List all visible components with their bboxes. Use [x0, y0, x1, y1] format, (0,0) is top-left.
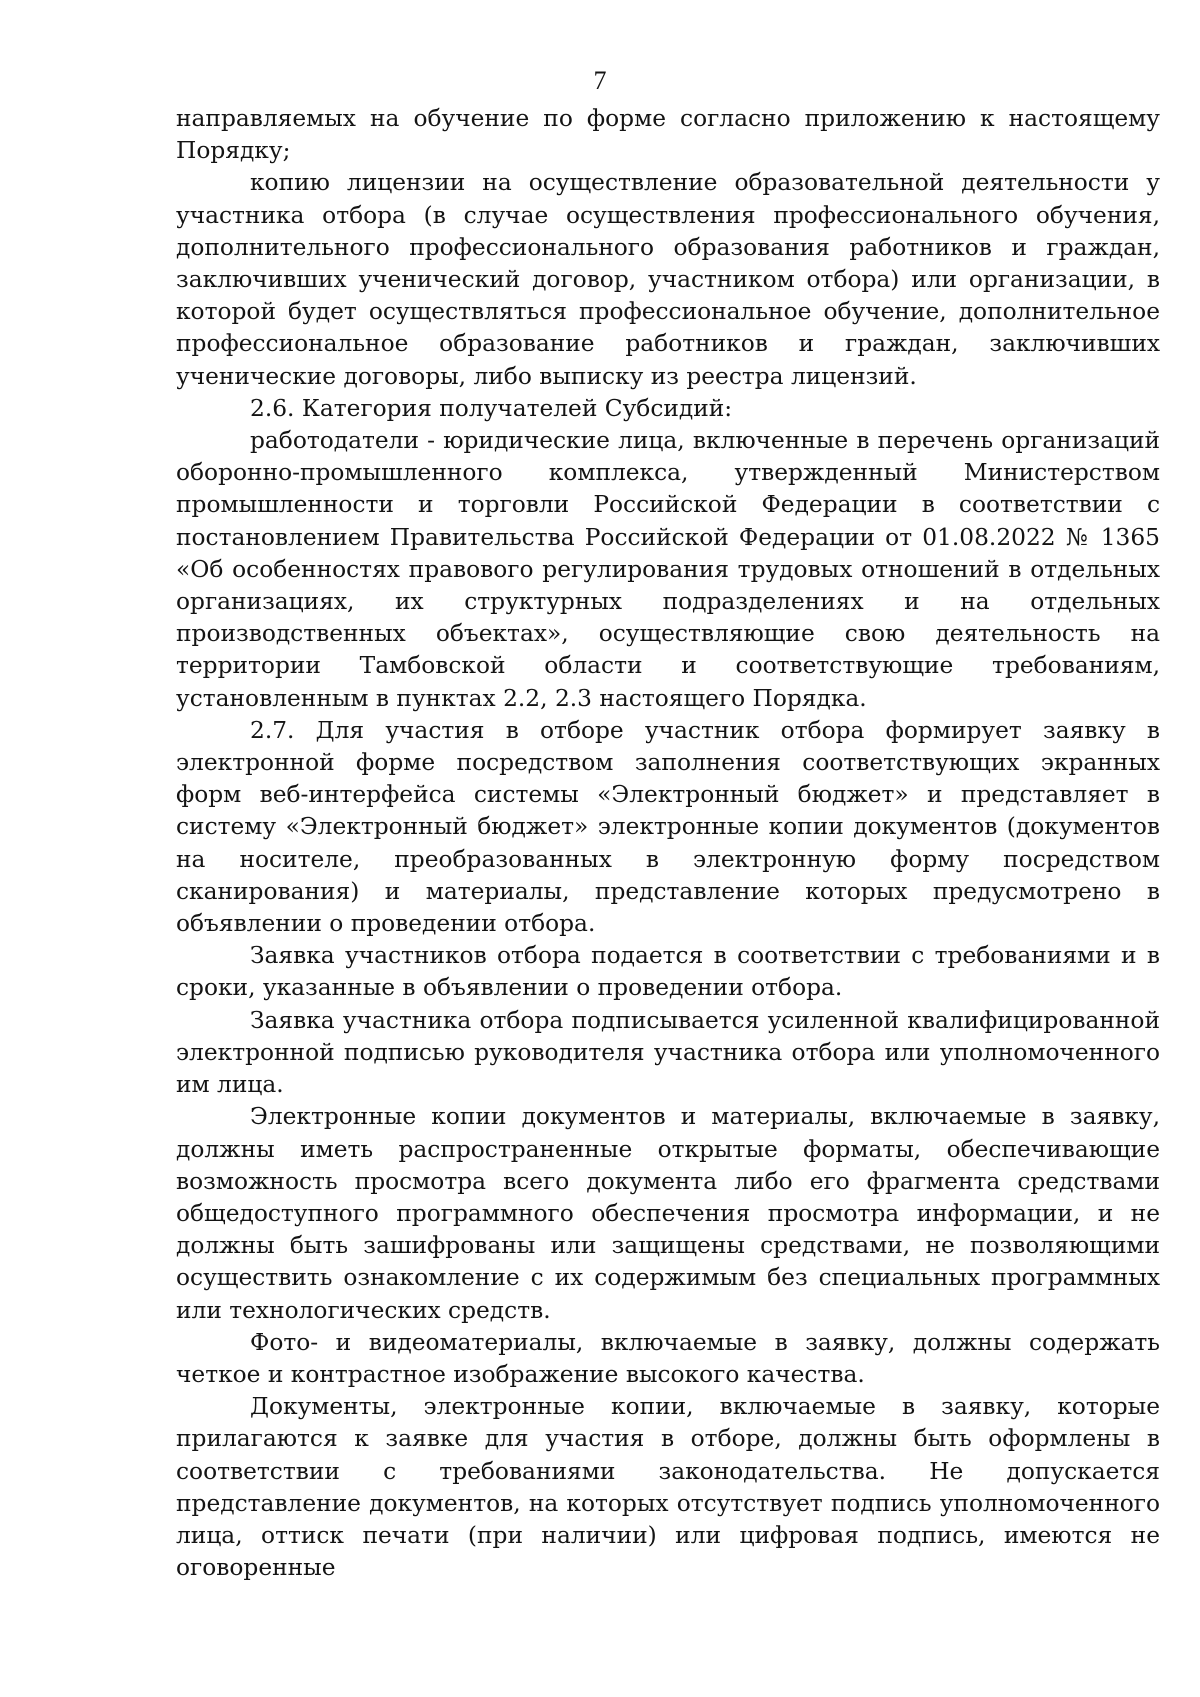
paragraph-section-2-7: 2.7. Для участия в отборе участник отбора формирует заявку в электронной форме посредством заполнения соответствующих экранных форм веб-интерфейса системы «Электронный бюджет» и представляет в систему «Электронный бюджет» электронные копии документов (документов на носителе, преобразованных в электронную форму посредством сканирования) и материалы, представление которых предусмотрено в объявлении о проведении отбора. — [176, 716, 1160, 938]
paragraph-section-2-6-heading: 2.6. Категория получателей Субсидий: — [250, 394, 733, 422]
paragraph-application-deadlines: Заявка участников отбора подается в соответствии с требованиями и в сроки, указанные в объявлении о проведении отбора. — [176, 942, 1160, 1002]
paragraph-photo-video: Фото- и видеоматериалы, включаемые в заявку, должны содержать четкое и контрастное изображение высокого качества. — [176, 1328, 1160, 1388]
paragraph-employers-category: работодатели - юридические лица, включенные в перечень организаций оборонно-промышленного комплекса, утвержденный Министерством промышленности и торговли Российской Федерации в соответствии с постановлением Правительства Российской Федерации от 01.08.2022 № 1365 «Об особенностях правового регулирования трудовых отношений в отдельных организациях, их структурных подразделениях и на отдельных производственных объектах», осуществляющие свою деятельность на территории Тамбовской области и соответствующие требованиям, установленным в пунктах 2.2, 2.3 настоящего Порядка. — [176, 427, 1160, 712]
paragraph-continuation: направляемых на обучение по форме согласно приложению к настоящему Порядку; — [176, 105, 1160, 165]
paragraph-electronic-formats: Электронные копии документов и материалы, включаемые в заявку, должны иметь распространенные открытые форматы, обеспечивающие возможность просмотра всего документа либо его фрагмента средствами общедоступного программного обеспечения просмотра информации, и не должны быть зашифрованы или защищены средствами, не позволяющими осуществить ознакомление с их содержимым без специальных программных или технологических средств. — [176, 1103, 1160, 1324]
paragraph-license-copy: копию лицензии на осуществление образовательной деятельности у участника отбора (в случае осуществления профессионального обучения, дополнительного профессионального образования работников и граждан, заключивших ученический договор, участником отбора) или организации, в которой будет осуществляться профессиональное обучение, дополнительное профессиональное образование работников и граждан, заключивших ученические договоры, либо выписку из реестра лицензий. — [176, 169, 1160, 390]
paragraph-application-signature: Заявка участника отбора подписывается усиленной квалифицированной электронной подписью руководителя участника отбора или уполномоченного им лица. — [176, 1006, 1160, 1099]
page-number: 7 — [593, 66, 607, 95]
document-body — [176, 103, 1160, 1584]
paragraph-documents-requirements: Документы, электронные копии, включаемые в заявку, которые прилагаются к заявке для участия в отборе, должны быть оформлены в соответствии с требованиями законодательства. Не допускается представление документов, на которых отсутствует подпись уполномоченного лица, оттиск печати (при наличии) или цифровая подпись, имеются не оговоренные — [176, 1393, 1160, 1582]
